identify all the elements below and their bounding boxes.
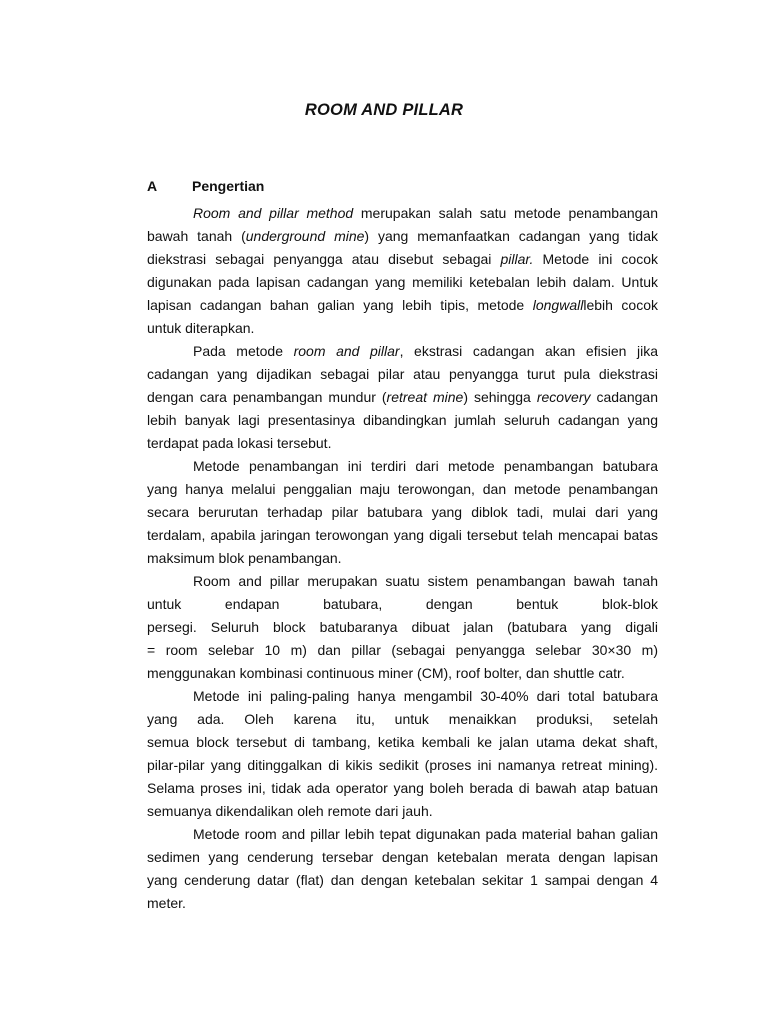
section-letter: A (147, 178, 158, 194)
text-line: yang cenderung datar (flat) dan dengan ketebalan sekitar 1 sampai dengan 4 (147, 872, 658, 888)
text-line: Selama proses ini, tidak ada operator yang boleh berada di bawah atap batuan (147, 780, 658, 796)
text-line: sedimen yang cenderung tersebar dengan ketebalan merata dengan lapisan (147, 849, 658, 865)
text-line: untuk endapan batubara, dengan bentuk blok-blok (147, 596, 658, 612)
text-line: Metode ini paling-paling hanya mengambil 30-40% dari total batubara (193, 688, 658, 704)
text-line: pilar-pilar yang ditinggalkan di kikis sedikit (proses ini namanya retreat mining). (147, 757, 658, 773)
text-line: Room and pillar method merupakan salah satu metode penambangan (193, 205, 658, 221)
text-line: digunakan pada lapisan cadangan yang memiliki ketebalan lebih dalam. Untuk (147, 274, 658, 290)
text-line: yang ada. Oleh karena itu, untuk menaikkan produksi, setelah (147, 711, 658, 727)
text-line: dengan cara penambangan mundur (retreat mine) sehingga recovery cadangan (147, 389, 658, 405)
text-line: semuanya dikendalikan oleh remote dari jauh. (147, 803, 433, 819)
text-line: persegi. Seluruh block batubaranya dibuat jalan (batubara yang digali (147, 619, 658, 635)
text-line: bawah tanah (underground mine) yang memanfaatkan cadangan yang tidak (147, 228, 658, 244)
section-title: Pengertian (192, 178, 265, 194)
text-line: lebih banyak lagi presentasinya dibandingkan jumlah seluruh cadangan yang (147, 412, 658, 428)
text-line: cadangan yang dijadikan sebagai pilar atau penyangga turut pula diekstrasi (147, 366, 658, 382)
text-line: Metode room and pillar lebih tepat digunakan pada material bahan galian (193, 826, 658, 842)
text-line: maksimum blok penambangan. (147, 550, 342, 566)
text-line: untuk diterapkan. (147, 320, 255, 336)
text-line: terdapat pada lokasi tersebut. (147, 435, 332, 451)
text-line: Pada metode room and pillar, ekstrasi cadangan akan efisien jika (193, 343, 658, 359)
text-line: secara berurutan terhadap pilar batubara yang diblok tadi, mulai dari yang (147, 504, 658, 520)
text-line: Room and pillar merupakan suatu sistem penambangan bawah tanah (193, 573, 658, 589)
text-line: meter. (147, 895, 186, 911)
text-line: diekstrasi sebagai penyangga atau disebut sebagai pillar. Metode ini cocok (147, 251, 658, 267)
text-line: Metode penambangan ini terdiri dari metode penambangan batubara (193, 458, 658, 474)
text-line: semua block tersebut di tambang, ketika kembali ke jalan utama dekat shaft, (147, 734, 658, 750)
text-line: menggunakan kombinasi continuous miner (CM), roof bolter, dan shuttle catr. (147, 665, 625, 681)
section-heading (147, 178, 264, 194)
document-title: ROOM AND PILLAR (304, 101, 464, 119)
text-line: yang hanya melalui penggalian maju terowongan, dan metode penambangan (147, 481, 658, 497)
text-line: terdalam, apabila jaringan terowongan yang digali tersebut telah mencapai batas (147, 527, 658, 543)
text-line: lapisan cadangan bahan galian yang lebih tipis, metode longwalllebih cocok (147, 297, 658, 313)
text-line: = room selebar 10 m) dan pillar (sebagai penyangga selebar 30×30 m) (147, 642, 658, 658)
